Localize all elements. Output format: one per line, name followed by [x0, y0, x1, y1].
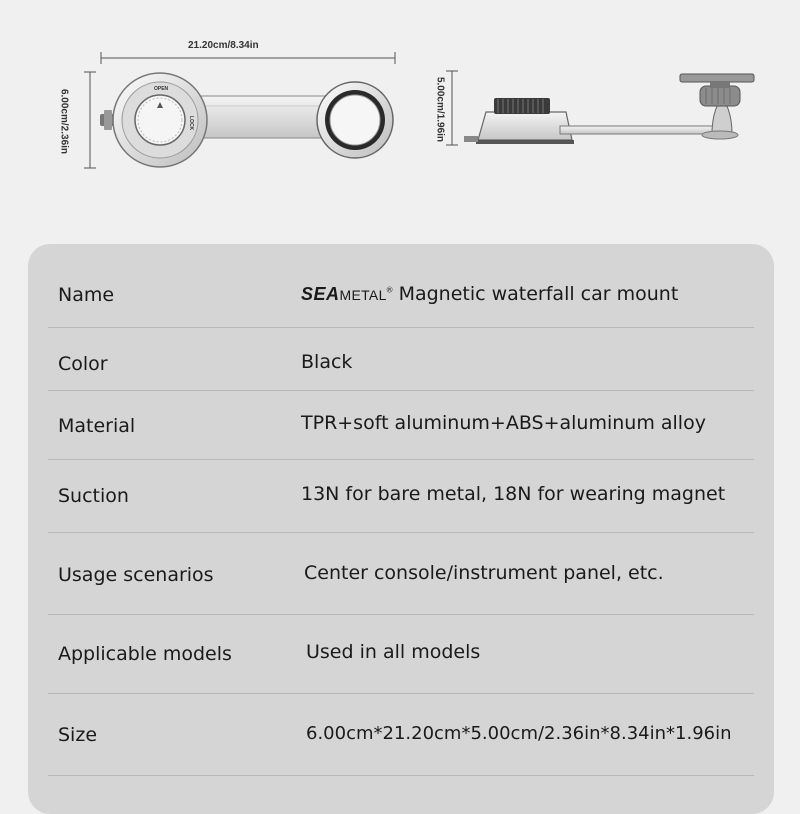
- product-name: Magnetic waterfall car mount: [398, 283, 679, 305]
- spec-row-name: [48, 244, 754, 328]
- spec-value: [301, 283, 678, 306]
- top-view-drawing: [0, 0, 800, 240]
- dial-open-text: OPEN: [154, 86, 169, 92]
- dial-lock-text: LOCK: [188, 116, 194, 131]
- spec-row-size: [48, 695, 754, 776]
- spec-label: Suction: [58, 485, 129, 507]
- height-dimension-label: 6.00cm/2.36in: [58, 88, 70, 155]
- spec-row-usage: [48, 534, 754, 615]
- brand-metal-text: METAL: [339, 287, 387, 303]
- product-dimension-diagram: [0, 0, 800, 240]
- spec-value: Used in all models: [306, 641, 481, 663]
- spec-row-material: [48, 392, 754, 460]
- width-dimension-label: 21.20cm/8.34in: [188, 40, 259, 51]
- depth-dimension-label: 5.00cm/1.96in: [434, 76, 446, 143]
- spec-row-models: [48, 616, 754, 694]
- brand-logo: [301, 284, 393, 306]
- spec-value: 6.00cm*21.20cm*5.00cm/2.36in*8.34in*1.96in: [306, 723, 732, 744]
- spec-value: TPR+soft aluminum+ABS+aluminum alloy: [301, 412, 706, 434]
- brand-sea-text: SEA: [301, 284, 340, 304]
- spec-label: Color: [58, 353, 108, 375]
- spec-label: Material: [58, 415, 136, 437]
- spec-value: 13N for bare metal, 18N for wearing magnet: [301, 483, 726, 505]
- spec-row-suction: [48, 461, 754, 533]
- spec-label: Size: [58, 724, 98, 746]
- brand-reg-mark: ®: [386, 285, 393, 295]
- spec-row-color: [48, 329, 754, 391]
- spec-label: Applicable models: [58, 643, 232, 665]
- spec-value: Black: [301, 351, 353, 373]
- spec-value: Center console/instrument panel, etc.: [304, 562, 664, 584]
- spec-table: [28, 244, 774, 814]
- spec-label: Name: [58, 284, 115, 306]
- spec-label: Usage scenarios: [58, 564, 214, 586]
